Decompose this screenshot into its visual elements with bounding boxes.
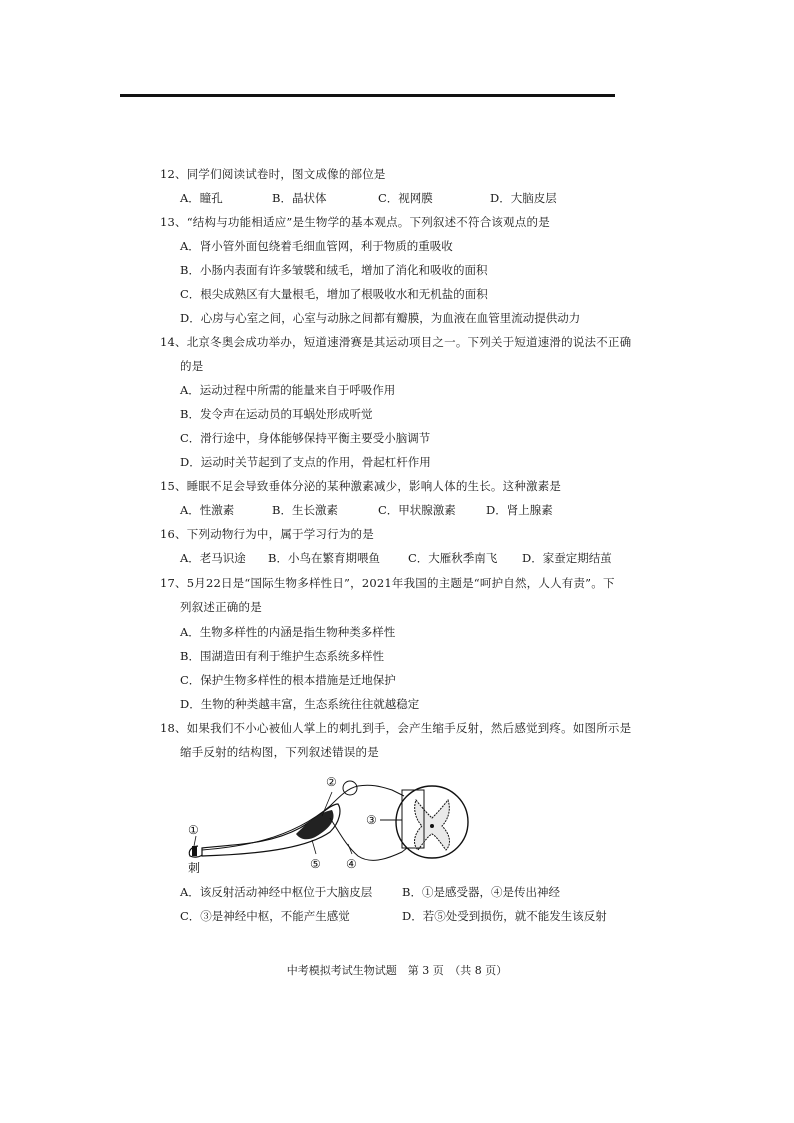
q14-option-c: C．滑行途中，身体能够保持平衡主要受小脑调节 <box>180 431 431 445</box>
label5-leader <box>312 840 316 854</box>
central-canal <box>430 824 434 828</box>
q16-option-a: A．老马识途 <box>180 551 246 565</box>
q16-option-c: C．大雁秋季南飞 <box>408 551 498 565</box>
q14-stem-line1: 14、北京冬奥会成功举办，短道速滑赛是其运动项目之一。下列关于短道速滑的说法不正确 <box>160 335 632 349</box>
label-3: ③ <box>366 813 377 827</box>
label1-leader <box>194 836 196 846</box>
q17-option-d: D．生物的种类越丰富，生态系统往往就越稳定 <box>180 697 420 711</box>
q12-option-c: C．视网膜 <box>378 191 433 205</box>
q17-option-a: A．生物多样性的内涵是指生物种类多样性 <box>180 625 396 639</box>
q18-option-c: C．③是神经中枢，不能产生感觉 <box>180 909 350 923</box>
receptor-tip <box>192 846 197 856</box>
q13-option-c: C．根尖成熟区有大量根毛，增加了根吸收水和无机盐的面积 <box>180 287 488 301</box>
q12-stem: 12、同学们阅读试卷时，图文成像的部位是 <box>160 167 386 181</box>
label-5: ⑤ <box>310 857 321 871</box>
q14-option-a: A．运动过程中所需的能量来自于呼吸作用 <box>180 383 396 397</box>
q18-option-a: A．该反射活动神经中枢位于大脑皮层 <box>180 885 373 899</box>
q14-stem-line2: 的是 <box>180 359 204 373</box>
header-rule <box>120 94 615 97</box>
q12-option-a: A．瞳孔 <box>180 191 223 205</box>
q15-option-b: B．生长激素 <box>272 503 338 517</box>
q13-option-a: A．肾小管外面包绕着毛细血管网，利于物质的重吸收 <box>180 239 453 253</box>
q13-option-d: D．心房与心室之间，心室与动脉之间都有瓣膜，为血液在血管里流动提供动力 <box>180 311 581 325</box>
q16-stem: 16、下列动物行为中，属于学习行为的是 <box>160 527 374 541</box>
ganglion-circle <box>343 781 357 795</box>
q16-option-d: D．家蚕定期结茧 <box>522 551 612 565</box>
reflex-arc-diagram <box>180 770 480 880</box>
q16-option-b: B．小鸟在繁育期喂鱼 <box>268 551 380 565</box>
q17-option-c: C．保护生物多样性的根本措施是迁地保护 <box>180 673 396 687</box>
q15-option-d: D．肾上腺素 <box>486 503 553 517</box>
q12-option-d: D．大脑皮层 <box>490 191 557 205</box>
q14-option-b: B．发令声在运动员的耳蜗处形成听觉 <box>180 407 373 421</box>
q17-option-b: B．围湖造田有利于维护生态系统多样性 <box>180 649 384 663</box>
q18-option-b: B．①是感受器，④是传出神经 <box>402 885 560 899</box>
q17-stem-line2: 列叙述正确的是 <box>180 600 262 614</box>
label-1: ① <box>188 823 199 837</box>
label-2: ② <box>326 775 337 789</box>
q13-stem: 13、“结构与功能相适应”是生物学的基本观点。下列叙述不符合该观点的是 <box>160 215 550 229</box>
page-footer: 中考模拟考试生物试题 第 3 页 （共 8 页） <box>286 964 508 977</box>
label-4: ④ <box>346 857 357 871</box>
q18-stem-line2: 缩手反射的结构图，下列叙述错误的是 <box>180 745 379 759</box>
q18-stem-line1: 18、如果我们不小心被仙人掌上的刺扎到手，会产生缩手反射，然后感觉到疼。如图所示是 <box>160 721 632 735</box>
q17-stem-line1: 17、5月22日是“国际生物多样性日”，2021年我国的主题是“呵护自然，人人有责”。下 <box>160 576 615 590</box>
label-thorn: 刺 <box>188 861 201 875</box>
q15-stem: 15、睡眠不足会导致垂体分泌的某种激素减少，影响人体的生长。这种激素是 <box>160 479 562 493</box>
q13-option-b: B．小肠内表面有许多皱襞和绒毛，增加了消化和吸收的面积 <box>180 263 488 277</box>
q18-option-d: D．若⑤处受到损伤，就不能发生该反射 <box>402 909 607 923</box>
q15-option-a: A．性激素 <box>180 503 235 517</box>
q15-option-c: C．甲状腺激素 <box>378 503 456 517</box>
q12-option-b: B．晶状体 <box>272 191 327 205</box>
q14-option-d: D．运动时关节起到了支点的作用，骨起杠杆作用 <box>180 455 431 469</box>
